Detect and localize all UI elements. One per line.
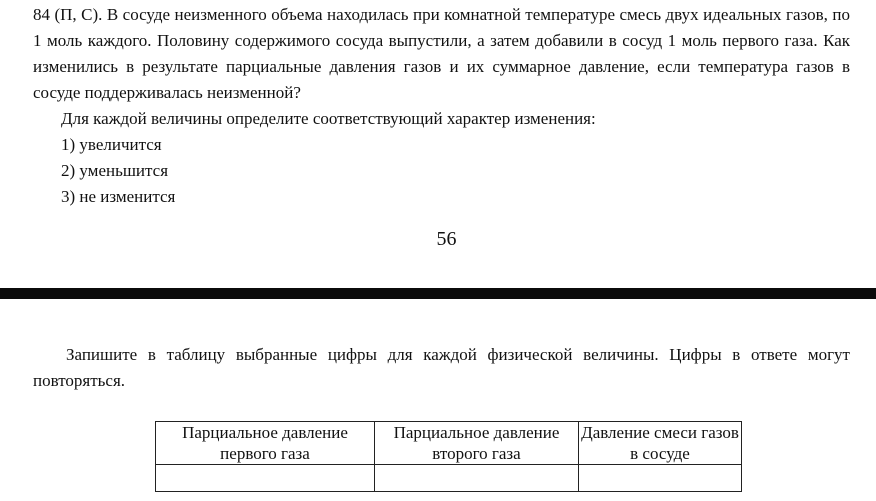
option-1: 1) увеличится [61, 135, 162, 154]
option-3: 3) не изменится [61, 187, 176, 206]
answer-instructions [33, 342, 850, 394]
answer-instructions-text: Запишите в таблицу выбранные цифры для каждой физической величины. Цифры в ответе могут повторяться. [33, 345, 850, 390]
answer-table [155, 421, 742, 492]
answer-cell-mixture[interactable] [579, 465, 742, 492]
option-2: 2) уменьшится [61, 161, 169, 180]
problem-text: 84 (П, С). В сосуде неизменного объема находилась при комнатной температуре смесь двух идеальных газов, по 1 моль каждого. Половину содержимого сосуда выпустили, а затем добавили в сосуд 1 моль первого газа. Как изменились в результате парциальные давления газов и их суммарное давление, если температура газов в сосуде поддерживалась неизменной? [33, 5, 850, 102]
header-partial-pressure-second-gas: Парциальное давление второго газа [375, 422, 579, 465]
header-partial-pressure-first-gas: Парциальное давление первого газа [156, 422, 375, 465]
answer-cell-first-gas[interactable] [156, 465, 375, 492]
problem-instruction: Для каждой величины определите соответствующий характер изменения: [61, 109, 596, 128]
answer-table-header-row [156, 422, 742, 465]
answer-table-input-row [156, 465, 742, 492]
problem-block [33, 2, 850, 210]
answer-cell-second-gas[interactable] [375, 465, 579, 492]
page-number: 56 [436, 228, 457, 250]
header-mixture-pressure: Давление смеси газов в сосуде [579, 422, 742, 465]
page-divider [0, 288, 876, 299]
